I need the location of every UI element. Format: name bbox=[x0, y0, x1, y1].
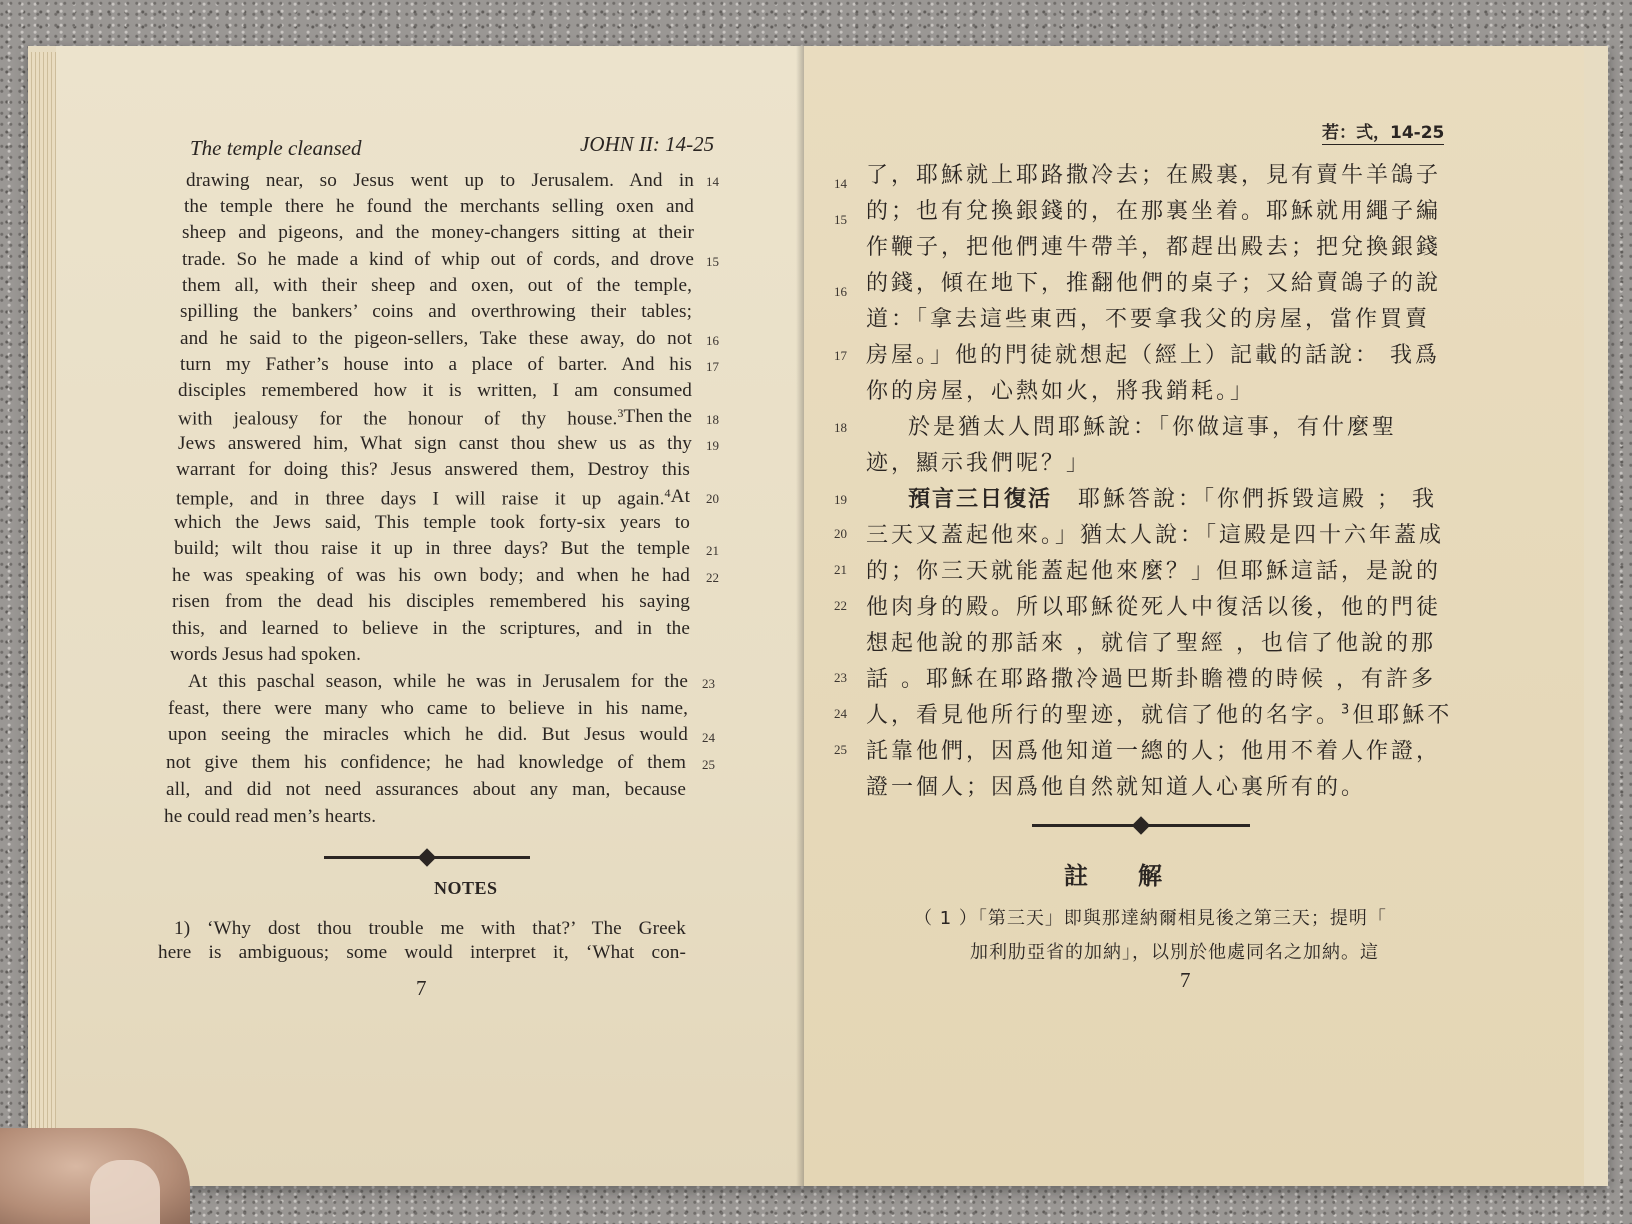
text-line: 三天又蓋起他來。」猶太人說：「這殿是四十六年蓋成 bbox=[866, 523, 1445, 548]
footnote-marker: 3 bbox=[1341, 702, 1353, 718]
right-page bbox=[804, 46, 1584, 1186]
text-line: 託靠他們，因爲他知道一總的人；他用不着人作證， bbox=[866, 739, 1442, 764]
text-line: risen from the dead his disciples remembered his saying bbox=[172, 591, 690, 612]
running-head-title: The temple cleansed bbox=[190, 136, 362, 160]
left-page bbox=[56, 46, 804, 1186]
text-line: upon seeing the miracles which he did. But Jesus would bbox=[168, 724, 688, 745]
text-line: Jews answered him, What sign canst thou shew us as thy bbox=[178, 433, 692, 454]
text-line: 證一個人；因爲他自然就知道人心裏所有的。 bbox=[866, 775, 1367, 800]
text-line: sheep and pigeons, and the money-changers sitting at their bbox=[182, 222, 694, 243]
verse-number: 15 bbox=[834, 212, 847, 227]
text-line: 了，耶穌就上耶路撒冷去；在殿裏，見有賣牛羊鴿子 bbox=[866, 163, 1442, 188]
note-line: 1) ‘Why dost thou trouble me with that?’ The Greek bbox=[174, 918, 686, 939]
verse-number: 23 bbox=[702, 676, 715, 691]
text-line: 的錢，傾在地下，推翻他們的桌子；又給賣鴿子的說 bbox=[866, 271, 1442, 296]
text-line: build; wilt thou raise it up in three days? But the temple bbox=[174, 538, 690, 559]
text-line: 迹，顯示我們呢？」 bbox=[866, 451, 1092, 476]
text-line: 話 。耶穌在耶路撒冷過巴斯卦瞻禮的時候 ，有許多 bbox=[866, 667, 1436, 692]
verse-number: 21 bbox=[706, 543, 719, 558]
diamond-ornament-icon bbox=[418, 848, 436, 866]
verse-number: 14 bbox=[706, 174, 719, 189]
verse-number: 20 bbox=[706, 491, 719, 506]
note-line: here is ambiguous; some would interpret it, ‘What con- bbox=[158, 942, 686, 963]
text-line: this, and learned to believe in the scriptures, and in the bbox=[172, 618, 690, 639]
text-line: he could read men’s hearts. bbox=[164, 806, 377, 827]
verse-number: 15 bbox=[706, 254, 719, 269]
text-line: warrant for doing this? Jesus answered them, Destroy this bbox=[176, 459, 690, 480]
verse-number: 17 bbox=[706, 359, 719, 374]
page-number: 7 bbox=[416, 976, 427, 1000]
page-edges bbox=[28, 52, 58, 1172]
text-line: 他肉身的殿。所以耶穌從死人中復活以後，他的門徒 bbox=[866, 595, 1442, 620]
text-span: 耶穌答說：「你們拆毀這殿 ； 我 bbox=[1078, 487, 1438, 512]
text-span: with jealousy for the honour of thy house. bbox=[178, 408, 618, 430]
text-line: drawing near, so Jesus went up to Jerusalem. And in bbox=[186, 170, 694, 191]
text-span: temple, and in three days I will raise it up again. bbox=[176, 488, 665, 510]
text-line: all, and did not need assurances about any man, because bbox=[166, 779, 686, 800]
footnote-marker: 4 bbox=[664, 486, 671, 500]
verse-number: 19 bbox=[834, 492, 847, 507]
text-line: the temple there he found the merchants selling oxen and bbox=[184, 196, 694, 217]
note-line: （ 1 ）「第三天」即與那達納爾相見後之第三天；提明「 bbox=[914, 908, 1387, 929]
verse-number: 19 bbox=[706, 438, 719, 453]
text-span: At bbox=[670, 486, 690, 507]
text-line: feast, there were many who came to believe in his name, bbox=[168, 698, 688, 719]
note-line: 加利肋亞省的加納」，以別於他處同名之加納。這 bbox=[970, 942, 1379, 963]
verse-number: 24 bbox=[834, 706, 847, 721]
text-line: not give them his confidence; he had knowledge of them bbox=[166, 752, 686, 773]
verse-number: 24 bbox=[702, 730, 715, 745]
verse-number: 23 bbox=[834, 670, 847, 685]
text-line: 想起他說的那話來 ，就信了聖經 ，也信了他說的那 bbox=[866, 631, 1436, 656]
text-line: 的；你三天就能蓋起他來麼？」但耶穌這話，是說的 bbox=[866, 559, 1442, 584]
text-line bbox=[908, 482, 1437, 513]
text-line: 道：「拿去這些東西，不要拿我父的房屋，當作買賣 bbox=[866, 307, 1431, 332]
verse-number: 18 bbox=[706, 412, 719, 427]
text-line bbox=[866, 698, 1452, 729]
text-line: them all, with their sheep and oxen, out of the temple, bbox=[182, 275, 692, 296]
verse-number: 17 bbox=[834, 348, 847, 363]
section-subheading: 預言三日復活 bbox=[908, 487, 1053, 512]
text-line: he was speaking of was his own body; and when he had bbox=[172, 565, 690, 586]
text-line: At this paschal season, while he was in Jerusalem for the bbox=[188, 671, 688, 692]
verse-number: 25 bbox=[834, 742, 847, 757]
text-line bbox=[178, 406, 692, 430]
notes-heading: NOTES bbox=[434, 878, 498, 898]
text-line: turn my Father’s house into a place of barter. And his bbox=[180, 354, 692, 375]
verse-number: 22 bbox=[706, 570, 719, 585]
text-line: trade. So he made a kind of whip out of cords, and drove bbox=[182, 249, 694, 270]
text-span: Then the bbox=[623, 406, 692, 427]
text-line: spilling the bankers’ coins and overthrowing their tables; bbox=[180, 301, 692, 322]
text-line: 你的房屋，心熱如火，將我銷耗。」 bbox=[866, 379, 1256, 404]
verse-number: 22 bbox=[834, 598, 847, 613]
verse-number: 21 bbox=[834, 562, 847, 577]
verse-number: 16 bbox=[706, 333, 719, 348]
text-line: 於是猶太人問耶穌說：「你做這事，有什麼聖 bbox=[908, 415, 1398, 440]
thumbnail-nail bbox=[90, 1160, 160, 1224]
text-line: 房屋。」他的門徒就想起（經上）記載的話說： 我爲 bbox=[866, 343, 1440, 368]
verse-number: 20 bbox=[834, 526, 847, 541]
ornament-rule bbox=[1032, 824, 1250, 827]
text-span: 人，看見他所行的聖迹，就信了他的名字。 bbox=[866, 703, 1342, 728]
text-line: disciples remembered how it is written, I am consumed bbox=[178, 380, 692, 401]
text-line: 的；也有兌換銀錢的，在那裏坐着。耶穌就用繩子編 bbox=[866, 199, 1442, 224]
notes-heading: 註解 bbox=[1064, 862, 1212, 890]
verse-number: 14 bbox=[834, 176, 847, 191]
verse-number: 16 bbox=[834, 284, 847, 299]
ornament-rule bbox=[324, 856, 530, 859]
verse-number: 25 bbox=[702, 757, 715, 772]
text-line: which the Jews said, This temple took forty-six years to bbox=[174, 512, 690, 533]
text-line: 作鞭子，把他們連牛帶羊，都趕出殿去；把兌換銀錢 bbox=[866, 235, 1442, 260]
running-head-reference: JOHN II: 14-25 bbox=[580, 132, 715, 156]
running-head-reference: 若：弍，14-25 bbox=[1322, 118, 1444, 145]
page-number: 7 bbox=[1180, 968, 1191, 992]
text-line bbox=[176, 486, 690, 510]
text-span: 但耶穌不 bbox=[1352, 703, 1453, 728]
verse-number: 18 bbox=[834, 420, 847, 435]
text-line: and he said to the pigeon-sellers, Take these away, do not bbox=[180, 328, 692, 349]
diamond-ornament-icon bbox=[1132, 816, 1150, 834]
footnote-marker: 3 bbox=[617, 406, 624, 420]
text-line: words Jesus had spoken. bbox=[170, 644, 361, 665]
